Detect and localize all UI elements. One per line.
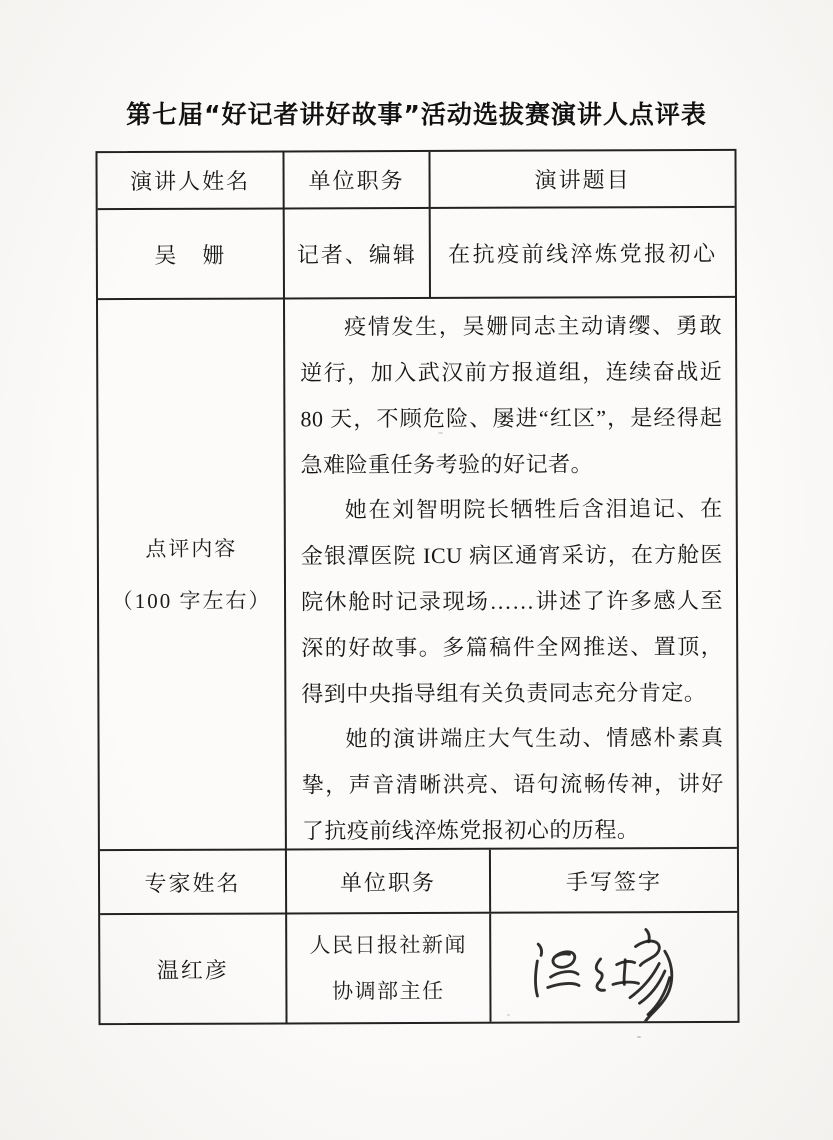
comment-content-cell xyxy=(285,298,737,849)
comment-label-line2: （100 字左右） xyxy=(111,588,272,613)
header-handwritten-signature: 手写签字 xyxy=(565,868,663,895)
speech-topic: 在抗疫前线淬炼党报初心 xyxy=(448,240,718,267)
speaker-position: 记者、编辑 xyxy=(285,209,431,298)
expert-value-row xyxy=(100,913,737,1023)
scan-speck xyxy=(507,1014,510,1016)
speaker-name: 吴 姗 xyxy=(98,209,285,298)
header-expert-position: 单位职务 xyxy=(287,850,491,913)
signature-ink-icon xyxy=(503,917,725,1022)
comment-row xyxy=(98,298,737,851)
speaker-header-row xyxy=(97,151,734,210)
speaker-value-row xyxy=(98,208,735,301)
comment-paragraph-3: 她的演讲端庄大气生动、情感朴素真挚，声音清晰洪亮、语句流畅传神，讲好了抗疫前线淬炼党报初心的历程。 xyxy=(301,725,724,844)
expert-position-cell xyxy=(287,914,491,1023)
scan-speck xyxy=(438,432,443,434)
comment-paragraph-2: 她在刘智明院长牺牲后含泪追记、在金银潭医院 ICU 病区通宵采访，在方舱医院休舱时记录现场……讲述了许多感人至深的好故事。多篇稿件全网推送、置顶，得到中央指导组有关负责同志充分肯定。 xyxy=(300,496,724,706)
header-expert-name: 专家姓名 xyxy=(100,851,287,913)
evaluation-table xyxy=(95,149,739,1025)
comment-paragraph-1: 疫情发生，吴姗同志主动请缨、勇敢逆行，加入武汉前方报道组，连续奋战近 80 天，不顾危险、屡进“红区”，是经得起急难险重任务考验的好记者。 xyxy=(300,313,723,478)
expert-header-row xyxy=(100,849,737,915)
signature-cell xyxy=(491,913,737,1022)
expert-name: 温红彦 xyxy=(100,914,287,1023)
handwritten-signature xyxy=(491,913,737,1022)
header-speech-topic: 演讲题目 xyxy=(534,167,631,193)
comment-label-line1: 点评内容 xyxy=(145,536,238,561)
expert-position-line2: 协调部主任 xyxy=(332,978,445,1004)
header-speaker-name: 演讲人姓名 xyxy=(97,152,284,208)
page-title: 第七届“好记者讲好故事”活动选拔赛演讲人点评表 xyxy=(126,100,707,129)
header-speaker-position: 单位职务 xyxy=(284,152,430,207)
expert-position-line1: 人民日报社新闻 xyxy=(309,932,468,958)
comment-label-cell xyxy=(98,300,287,850)
scan-speck xyxy=(637,1036,641,1038)
